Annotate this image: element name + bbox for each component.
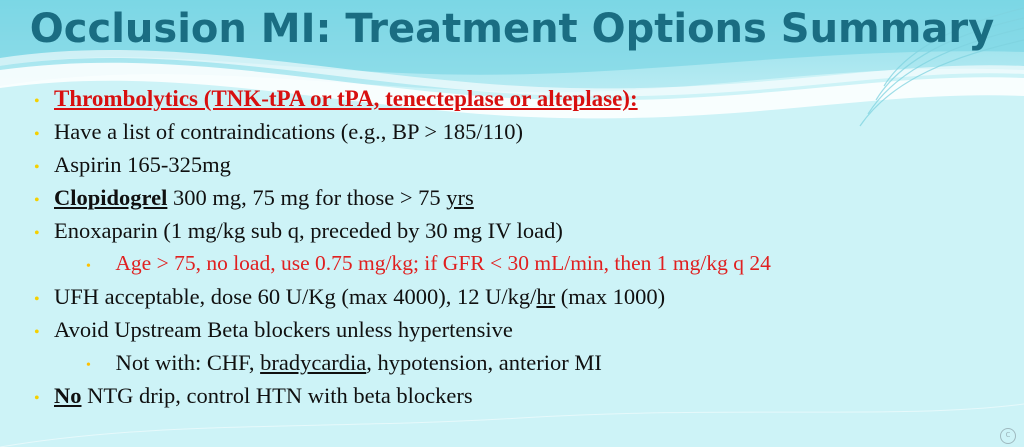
list-item: [0, 250, 1024, 283]
list-item-text: Enoxaparin (1 mg/kg sub q, preceded by 30 mg IV load): [54, 218, 563, 243]
list-item-text: Thrombolytics (TNK-tPA or tPA, tenecteplase or alteplase):: [54, 86, 638, 111]
page-title: Occlusion MI: Treatment Options Summary: [29, 6, 995, 52]
bullet-icon: •: [34, 126, 40, 143]
list-item: [0, 382, 1024, 415]
list-item: [0, 217, 1024, 250]
bullet-icon: •: [34, 291, 40, 308]
list-item-text: Aspirin 165-325mg: [54, 152, 231, 177]
list-item-text: Not with: CHF, bradycardia, hypotension, anterior MI: [115, 350, 602, 375]
bullet-icon: •: [86, 358, 91, 373]
list-item: [0, 349, 1024, 382]
list-item-text: Age > 75, no load, use 0.75 mg/kg; if GFR < 30 mL/min, then 1 mg/kg q 24: [115, 251, 771, 275]
bullet-icon: •: [34, 225, 40, 242]
bullet-icon: •: [34, 390, 40, 407]
list-item: [0, 151, 1024, 184]
list-item-text: Have a list of contraindications (e.g., BP > 185/110): [54, 119, 524, 144]
list-item: [0, 118, 1024, 151]
list-item-text: Clopidogrel 300 mg, 75 mg for those > 75 yrs: [54, 185, 474, 210]
bullet-icon: •: [34, 159, 40, 176]
list-item: [0, 184, 1024, 217]
bullet-icon: •: [34, 324, 40, 341]
list-item-text: No NTG drip, control HTN with beta blockers: [54, 383, 473, 408]
list-item: [0, 316, 1024, 349]
list-item-text: UFH acceptable, dose 60 U/Kg (max 4000), 12 U/kg/hr (max 1000): [54, 284, 666, 309]
watermark-icon: c: [1000, 428, 1016, 444]
list-item-text: Avoid Upstream Beta blockers unless hypertensive: [54, 317, 513, 342]
bullet-icon: •: [86, 259, 91, 274]
list-item: [0, 85, 1024, 118]
bullet-list: [0, 85, 1024, 415]
bullet-icon: •: [34, 93, 40, 110]
bullet-icon: •: [34, 192, 40, 209]
list-item: [0, 283, 1024, 316]
